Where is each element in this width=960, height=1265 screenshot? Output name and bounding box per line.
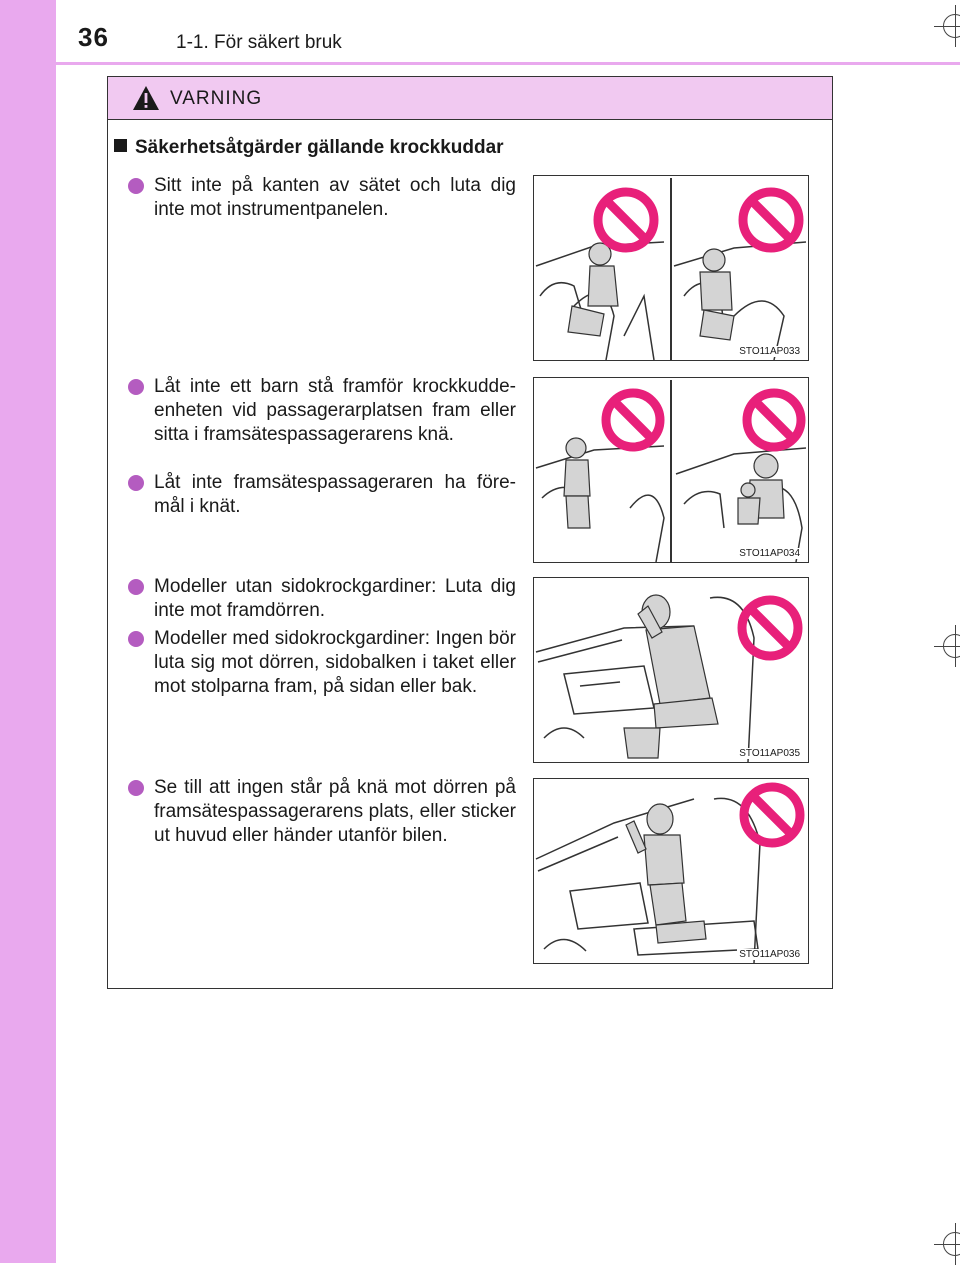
registration-mark-icon xyxy=(943,1232,960,1256)
illustration xyxy=(533,778,809,964)
bullet-icon xyxy=(128,379,144,395)
list-item-text: Modeller utan sidokrockgardiner: Luta dig inte mot framdörren. xyxy=(154,576,516,621)
subheading xyxy=(114,137,504,159)
list-item xyxy=(128,776,516,848)
illustration xyxy=(533,577,809,763)
warning-box xyxy=(107,76,833,989)
illustration xyxy=(533,175,809,361)
warning-triangle-icon xyxy=(132,85,160,111)
illustration-code: STO11AP034 xyxy=(739,548,800,559)
car-interior-drawing xyxy=(534,378,808,562)
list-item xyxy=(128,174,516,222)
warning-header xyxy=(108,77,832,120)
list-item-text: Låt inte ett barn stå framför krockkudde-enheten vid passagerarplatsen fram eller sitta i framsätespassagerarens knä. xyxy=(154,376,516,445)
list-item xyxy=(128,471,516,519)
list-item-text: Låt inte framsätespassageraren ha före-mål i knät. xyxy=(154,472,516,517)
subheading-text: Säkerhetsåtgärder gällande krockkuddar xyxy=(135,137,504,158)
registration-mark-icon xyxy=(943,14,960,38)
bullet-icon xyxy=(128,475,144,491)
list-item-text: Modeller med sidokrockgardiner: Ingen bör luta sig mot dörren, sidobalken i taket eller mot stolparna fram, på sidan eller bak. xyxy=(154,628,516,697)
illustration-code: STO11AP035 xyxy=(739,748,800,759)
list-item xyxy=(128,627,516,699)
car-interior-drawing xyxy=(534,176,808,360)
bullet-icon xyxy=(128,178,144,194)
illustration-code: STO11AP033 xyxy=(739,346,800,357)
list-item-text: Sitt inte på kanten av sätet och luta dig inte mot instrumentpanelen. xyxy=(154,175,516,220)
section-title: 1-1. För säkert bruk xyxy=(176,32,342,53)
list-item xyxy=(128,375,516,447)
page-number: 36 xyxy=(78,22,109,52)
car-interior-drawing xyxy=(534,779,808,963)
list-item xyxy=(128,575,516,623)
list-item-text: Se till att ingen står på knä mot dörren på framsätespassagerarens plats, eller sticker ut huvud eller händer utanför bilen. xyxy=(154,777,516,846)
header-rule xyxy=(56,62,960,65)
bullet-icon xyxy=(128,780,144,796)
warning-title: VARNING xyxy=(170,88,263,109)
square-bullet-icon xyxy=(114,139,127,152)
illustration xyxy=(533,377,809,563)
bullet-icon xyxy=(128,631,144,647)
side-color-bar xyxy=(0,0,56,1263)
bullet-icon xyxy=(128,579,144,595)
car-interior-drawing xyxy=(534,578,808,762)
illustration-code: STO11AP036 xyxy=(739,949,800,960)
registration-mark-icon xyxy=(943,634,960,658)
